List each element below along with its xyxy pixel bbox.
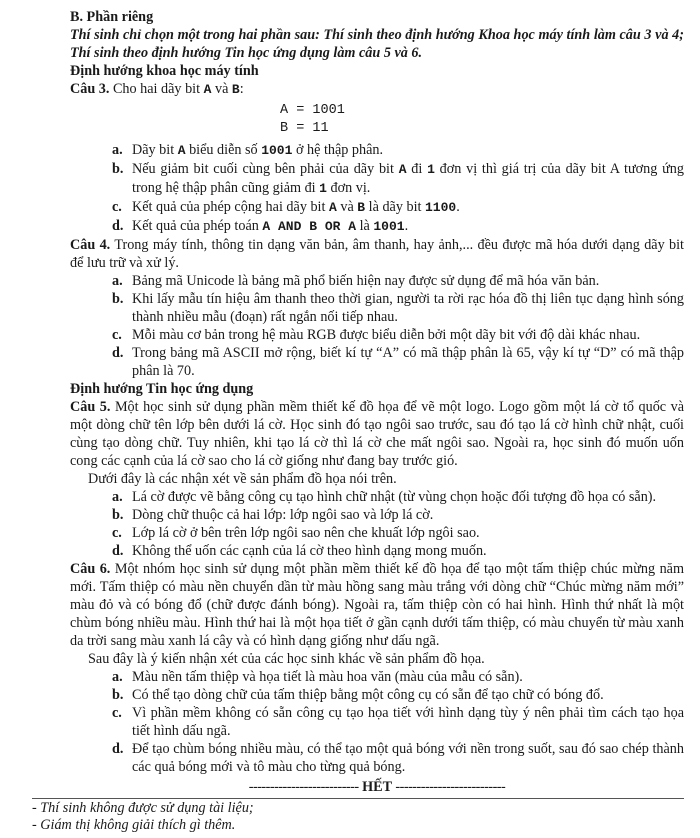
question-5-text: Một học sinh sử dụng phần mềm thiết kế đồ họa để vẽ một logo. Logo gồm một lá cờ tổ quốc và một dòng chữ tên lớp bên dưới lá cờ. Học sinh đó tạo ngôi sao trước, sau đó tạo lá cờ hình chữ nhật, cuối cùng tạo dòng chữ. Tuy nhiên, khi tạo lá cờ thì lá cờ che mất ngôi sao. Ngoài ra, học sinh đó muốn uốn cong các cạnh của lá cờ sao cho lá cờ giống như đang bay trước gió. — [70, 399, 684, 469]
orientation-heading-app: Định hướng Tin học ứng dụng — [70, 381, 254, 397]
question-3-option-b — [70, 160, 684, 198]
question-4-options — [70, 272, 684, 380]
question-4-stem — [70, 236, 684, 272]
footer-notes — [32, 800, 254, 834]
question-5-option-a — [70, 488, 684, 506]
text: là — [356, 218, 374, 234]
option-letter: b. — [112, 291, 124, 307]
option-text: Khi lấy mẫu tín hiệu âm thanh theo thời gian, người ta rời rạc hóa đồ thị liên tục dạng hình sóng thành nhiều mẫu (đoạn) rất ngắn nối tiếp nhau. — [132, 291, 684, 325]
code: A — [177, 143, 186, 158]
section-title: B. Phần riêng — [70, 9, 154, 25]
question-5-lead: Dưới đây là các nhận xét về sản phẩm đồ họa nói trên. — [88, 471, 397, 487]
option-letter: a. — [112, 142, 123, 158]
colon: : — [239, 81, 244, 97]
option-text: Lớp lá cờ ở bên trên lớp ngôi sao nên che khuất lớp ngôi sao. — [132, 525, 480, 541]
option-text: Màu nền tấm thiệp và họa tiết là màu hoa văn (màu của mẫu có sẵn). — [132, 669, 523, 685]
code: 1100 — [425, 200, 457, 215]
option-text: Để tạo chùm bóng nhiều màu, có thể tạo một quả bóng với nền trong suốt, sau đó sao chép thành các quả bóng mới và tô màu cho từng quả bóng. — [132, 741, 684, 775]
question-3-option-a — [70, 141, 684, 160]
option-text: Vì phần mềm không có sẵn công cụ tạo họa tiết với hình dạng tùy ý nên phải tìm cách tạo họa tiết hình dấu ngã. — [132, 705, 684, 739]
text: đi — [406, 161, 428, 177]
question-6-text: Một nhóm học sinh sử dụng một phần mềm thiết kế đồ họa để tạo một tấm thiệp chúc mừng năm mới. Tấm thiệp có màu nền chuyển dần từ màu hồng sang màu trắng với dòng chữ “Chúc mừng năm mới” màu đỏ và có bóng đổ (chữ được đánh bóng). Ngoài ra, tấm thiệp còn có hai hình. Hình thứ nhất là một chùm bóng nhiều màu. Hình thứ hai là một họa tiết ở gần cạnh dưới tấm thiệp, có màu chuyển từ màu xanh da trời sang màu xanh lá cây và có hình dạng giống như dấu ngã. — [70, 561, 685, 649]
code: 1 — [319, 181, 327, 196]
question-4-label: Câu 4. — [70, 237, 111, 253]
text: và — [336, 199, 358, 215]
end-dashes-right: -------------------------- — [395, 779, 506, 795]
code: A — [398, 162, 407, 177]
footer-note-2: - Giám thị không giải thích gì thêm. — [32, 817, 236, 833]
orientation-heading-cs: Định hướng khoa học máy tính — [70, 63, 259, 79]
footer-divider — [32, 798, 684, 799]
var-a: A — [203, 82, 212, 97]
option-letter: c. — [112, 327, 122, 343]
option-letter: b. — [112, 687, 124, 703]
question-3-stem — [70, 80, 684, 99]
code: A — [328, 200, 337, 215]
question-4-text: Trong máy tính, thông tin dạng văn bản, âm thanh, hay ảnh,... đều được mã hóa dưới dạng dãy bit để lưu trữ và xử lý. — [70, 237, 685, 271]
option-letter: d. — [112, 543, 124, 559]
code: B — [357, 200, 366, 215]
question-4-option-b — [70, 290, 684, 326]
code: A AND B OR A — [262, 219, 357, 234]
code: 1 — [427, 162, 435, 177]
text: Dãy bit — [132, 142, 178, 158]
option-letter: a. — [112, 669, 123, 685]
option-text: Không thể uốn các cạnh của lá cờ theo hình dạng mong muốn. — [132, 543, 487, 559]
option-text: Lá cờ được vẽ bằng công cụ tạo hình chữ nhật (từ vùng chọn hoặc đối tượng đồ họa có sẵn). — [132, 489, 657, 505]
text: biểu diễn số — [185, 142, 262, 158]
option-letter: b. — [112, 161, 124, 177]
question-4-option-d — [70, 344, 684, 380]
code: 1001 — [261, 143, 293, 158]
text: đơn vị. — [326, 180, 371, 196]
option-letter: a. — [112, 489, 123, 505]
option-letter: c. — [112, 705, 122, 721]
option-letter: c. — [112, 525, 122, 541]
option-letter: d. — [112, 345, 124, 361]
question-5-stem — [70, 398, 684, 470]
question-3-label: Câu 3. — [70, 81, 110, 97]
question-6-options — [70, 668, 684, 776]
text: đơn vị thì giá trị của dãy bit A tương ứng trong hệ thập phân cũng giảm đi — [132, 161, 684, 196]
option-letter: c. — [112, 199, 122, 215]
question-4-option-c — [70, 326, 684, 344]
option-text: Mỗi màu cơ bản trong hệ màu RGB được biểu diễn bởi một dãy bit với độ dài khác nhau. — [132, 327, 641, 343]
option-letter: d. — [112, 741, 124, 757]
question-6-stem — [70, 560, 684, 650]
question-5-options — [70, 488, 684, 560]
text: ở hệ thập phân. — [292, 142, 384, 158]
eq-a: A = 1001 — [280, 103, 345, 118]
question-3-option-c — [70, 198, 684, 217]
question-5-label: Câu 5. — [70, 399, 111, 415]
text: Kết quả của phép cộng hai dãy bit — [132, 199, 329, 215]
end-dashes-left: -------------------------- — [248, 779, 359, 795]
question-6-label: Câu 6. — [70, 561, 111, 577]
question-6-option-b — [70, 686, 684, 704]
text: . — [404, 218, 409, 234]
option-text: Bảng mã Unicode là bảng mã phổ biến hiện nay được sử dụng để mã hóa văn bản. — [132, 273, 600, 289]
end-text: HẾT — [362, 779, 392, 795]
option-letter: d. — [112, 218, 124, 234]
option-text: Dòng chữ thuộc cả hai lớp: lớp ngôi sao và lớp lá cờ. — [132, 507, 434, 523]
question-3-text: Cho hai dãy bit — [112, 81, 201, 97]
question-5-option-d — [70, 542, 684, 560]
question-5-option-b — [70, 506, 684, 524]
var-b: B — [231, 82, 240, 97]
eq-b: B = 11 — [280, 121, 329, 136]
question-3-option-d — [70, 217, 684, 236]
option-letter: a. — [112, 273, 123, 289]
end-marker — [70, 778, 684, 796]
bit-sequences — [280, 102, 684, 138]
text: . — [456, 199, 460, 215]
conj: và — [214, 81, 229, 97]
question-6-lead: Sau đây là ý kiến nhận xét của các học sinh khác về sản phẩm đồ họa. — [88, 651, 485, 667]
question-6-option-c — [70, 704, 684, 740]
option-text: Trong bảng mã ASCII mở rộng, biết kí tự “A” có mã thập phân là 65, vậy kí tự “D” có mã thập phân là 70. — [132, 345, 684, 379]
section-instruction: Thí sinh chỉ chọn một trong hai phần sau: Thí sinh theo định hướng Khoa học máy tính làm câu 3 và 4; Thí sinh theo định hướng Tin học ứng dụng làm câu 5 và 6. — [70, 27, 684, 61]
text: là dãy bit — [365, 199, 425, 215]
question-6-option-a — [70, 668, 684, 686]
text: Nếu giảm bit cuối cùng bên phải của dãy bit — [132, 161, 399, 177]
question-3-options — [70, 141, 684, 236]
option-text: Có thể tạo dòng chữ của tấm thiệp bằng một công cụ có sẵn để tạo chữ có bóng đổ. — [132, 687, 604, 703]
question-4-option-a — [70, 272, 684, 290]
footer-note-1: - Thí sinh không được sử dụng tài liệu; — [32, 800, 254, 816]
question-5-option-c — [70, 524, 684, 542]
option-letter: b. — [112, 507, 124, 523]
code: 1001 — [373, 219, 405, 234]
text: Kết quả của phép toán — [132, 218, 263, 234]
question-6-option-d — [70, 740, 684, 776]
